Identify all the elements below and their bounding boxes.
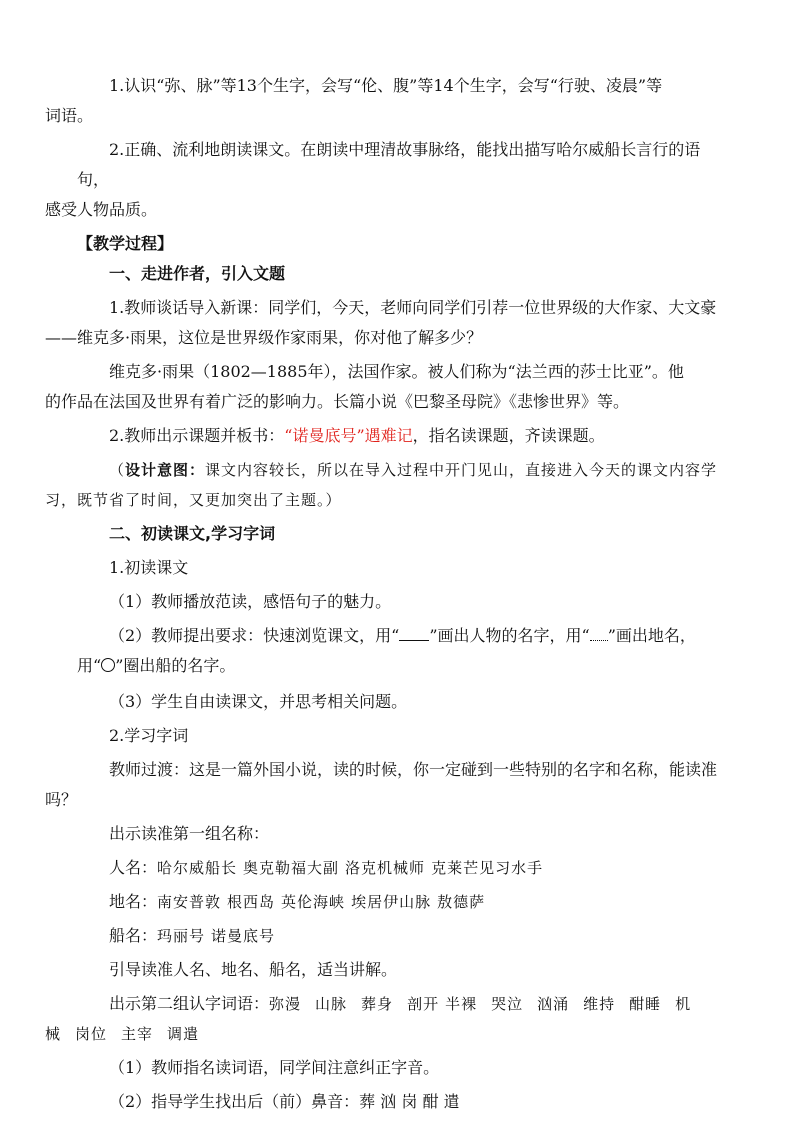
- objective-2: [45, 135, 727, 225]
- section-1-para-1: [45, 293, 727, 353]
- vocab-word: 酣睡: [629, 995, 662, 1013]
- wavy-underline-mark: [590, 626, 608, 641]
- section-1-para-3-pre: 2.教师出示课题并板书：: [109, 426, 285, 445]
- design-intent: [45, 455, 727, 515]
- vocab-word: 哭泣: [491, 995, 524, 1013]
- section-2-sub-1: 1.初读课文: [109, 558, 189, 577]
- section-1-para-2: [45, 357, 727, 417]
- objective-1-line1: 1.认识“弥、脉”等13个生字，会写“伦、腹”等14个生字，会写“行驶、凌晨”等: [109, 76, 663, 95]
- section-1-para-2-line2: 的作品在法国及世界有着广泛的影响力。长篇小说《巴黎圣母院》《悲惨世界》等。: [45, 392, 630, 411]
- ship-name: 玛丽号: [157, 927, 206, 945]
- vocab-word: 汹涌: [537, 995, 570, 1013]
- objective-2-line1: 2.正确、流利地朗读课文。在朗读中理清故事脉络，能找出描写哈尔威船长言行的语句，: [77, 140, 701, 189]
- section-2-title: 二、初读课文,学习字词: [109, 524, 276, 543]
- item-2-line2-pre: 用“: [77, 656, 102, 675]
- vocab-word: 山脉: [315, 995, 348, 1013]
- guide-reading: 引导读准人名、地名、船名，适当讲解。: [109, 960, 398, 979]
- ship-label: 船名：: [109, 926, 158, 945]
- section-2-item-1: （1）教师播放范读，感悟句子的魅力。: [109, 592, 392, 611]
- person-names-row: [77, 853, 727, 883]
- vocab-word: 维持: [583, 995, 616, 1013]
- item-2-pre: （2）教师提出要求：快速浏览课文，用“: [109, 626, 400, 645]
- objective-1-line2: 词语。: [45, 106, 94, 125]
- vocab-word: 弥漫: [269, 995, 302, 1013]
- lesson-title-red: “诺曼底号”遇难记: [284, 426, 413, 445]
- item-2-mid: ”画出人物的名字，用“: [429, 626, 590, 645]
- section-1-para-3: [77, 421, 727, 451]
- group-2-words: [45, 989, 727, 1049]
- person-name: 克莱芒见习水手: [431, 859, 544, 877]
- transition-line2: 吗？: [45, 790, 78, 809]
- item-2-line2-post: ”圈出船的名字。: [115, 656, 236, 675]
- design-intent-line1: 课文内容较长，所以在导入过程中开门见山，直接进入今天的课文内容学: [205, 461, 718, 479]
- place-label: 地名：: [109, 892, 158, 911]
- person-name: 洛克机械师: [345, 859, 426, 877]
- section-1-para-3-post: ，指名读课题，齐读课题。: [412, 426, 605, 445]
- teaching-process-heading: 【教学过程】: [77, 234, 174, 253]
- design-intent-label: 设计意图：: [125, 461, 206, 479]
- design-intent-open: （: [109, 461, 126, 479]
- place-name: 埃居伊山脉: [351, 893, 432, 911]
- section-1-title: 一、走进作者，引入文题: [109, 264, 286, 283]
- step-1: （1）教师指名读词语，同学间注意纠正字音。: [109, 1058, 440, 1077]
- circle-mark-icon: [101, 658, 115, 672]
- section-2-item-2: [77, 621, 727, 681]
- section-1-para-2-line1: 维克多·雨果（1802—1885年），法国作家。被人们称为“法兰西的莎士比亚”。他: [109, 362, 684, 381]
- place-name: 根西岛: [227, 893, 276, 911]
- group-2-label: 出示第二组认字词语：: [109, 994, 270, 1013]
- vocab-word: 调遣: [167, 1025, 200, 1043]
- ship-names-row: [77, 921, 727, 951]
- teacher-transition: [45, 755, 727, 815]
- vocab-word: 岗位: [75, 1025, 108, 1043]
- straight-underline-mark: [399, 626, 429, 641]
- section-2-item-3: （3）学生自由读课文，并思考相关问题。: [109, 692, 408, 711]
- place-name: 敖德萨: [437, 893, 486, 911]
- ship-name: 诺曼底号: [211, 927, 276, 945]
- transition-line1: 教师过渡：这是一篇外国小说，读的时候，你一定碰到一些特别的名字和名称，能读准: [109, 760, 718, 779]
- objective-1: [45, 71, 727, 131]
- design-intent-line2: 习，既节省了时间，又更加突出了主题。）: [45, 491, 342, 509]
- place-names-row: [77, 887, 727, 917]
- vocab-word: 主宰: [121, 1025, 154, 1043]
- vocab-word: 剖开: [407, 995, 440, 1013]
- vocab-word: 半裸: [445, 995, 478, 1013]
- item-2-post: ”画出地名，: [607, 626, 696, 645]
- person-label: 人名：: [109, 858, 158, 877]
- group-1-title: 出示读准第一组名称：: [109, 824, 270, 843]
- place-name: 南安普敦: [157, 893, 222, 911]
- vocab-word: 葬身: [361, 995, 394, 1013]
- section-2-sub-2: 2.学习字词: [109, 726, 189, 745]
- step-2: （2）指导学生找出后（前）鼻音：葬 汹 岗 酣 遣: [109, 1092, 460, 1111]
- person-name: 哈尔威船长: [157, 859, 238, 877]
- place-name: 英伦海峡: [281, 893, 346, 911]
- section-1-para-1-line2: ——维克多·雨果，这位是世界级作家雨果，你对他了解多少？: [45, 328, 483, 347]
- document-page: [45, 71, 727, 1117]
- objective-2-line2: 感受人物品质。: [45, 200, 158, 219]
- vocab-word: 械: [45, 1025, 62, 1043]
- vocab-word: 机: [675, 995, 692, 1013]
- person-name: 奥克勒福大副: [243, 859, 340, 877]
- section-1-para-1-line1: 1.教师谈话导入新课：同学们，今天，老师向同学们引荐一位世界级的大作家、大文豪: [109, 298, 717, 317]
